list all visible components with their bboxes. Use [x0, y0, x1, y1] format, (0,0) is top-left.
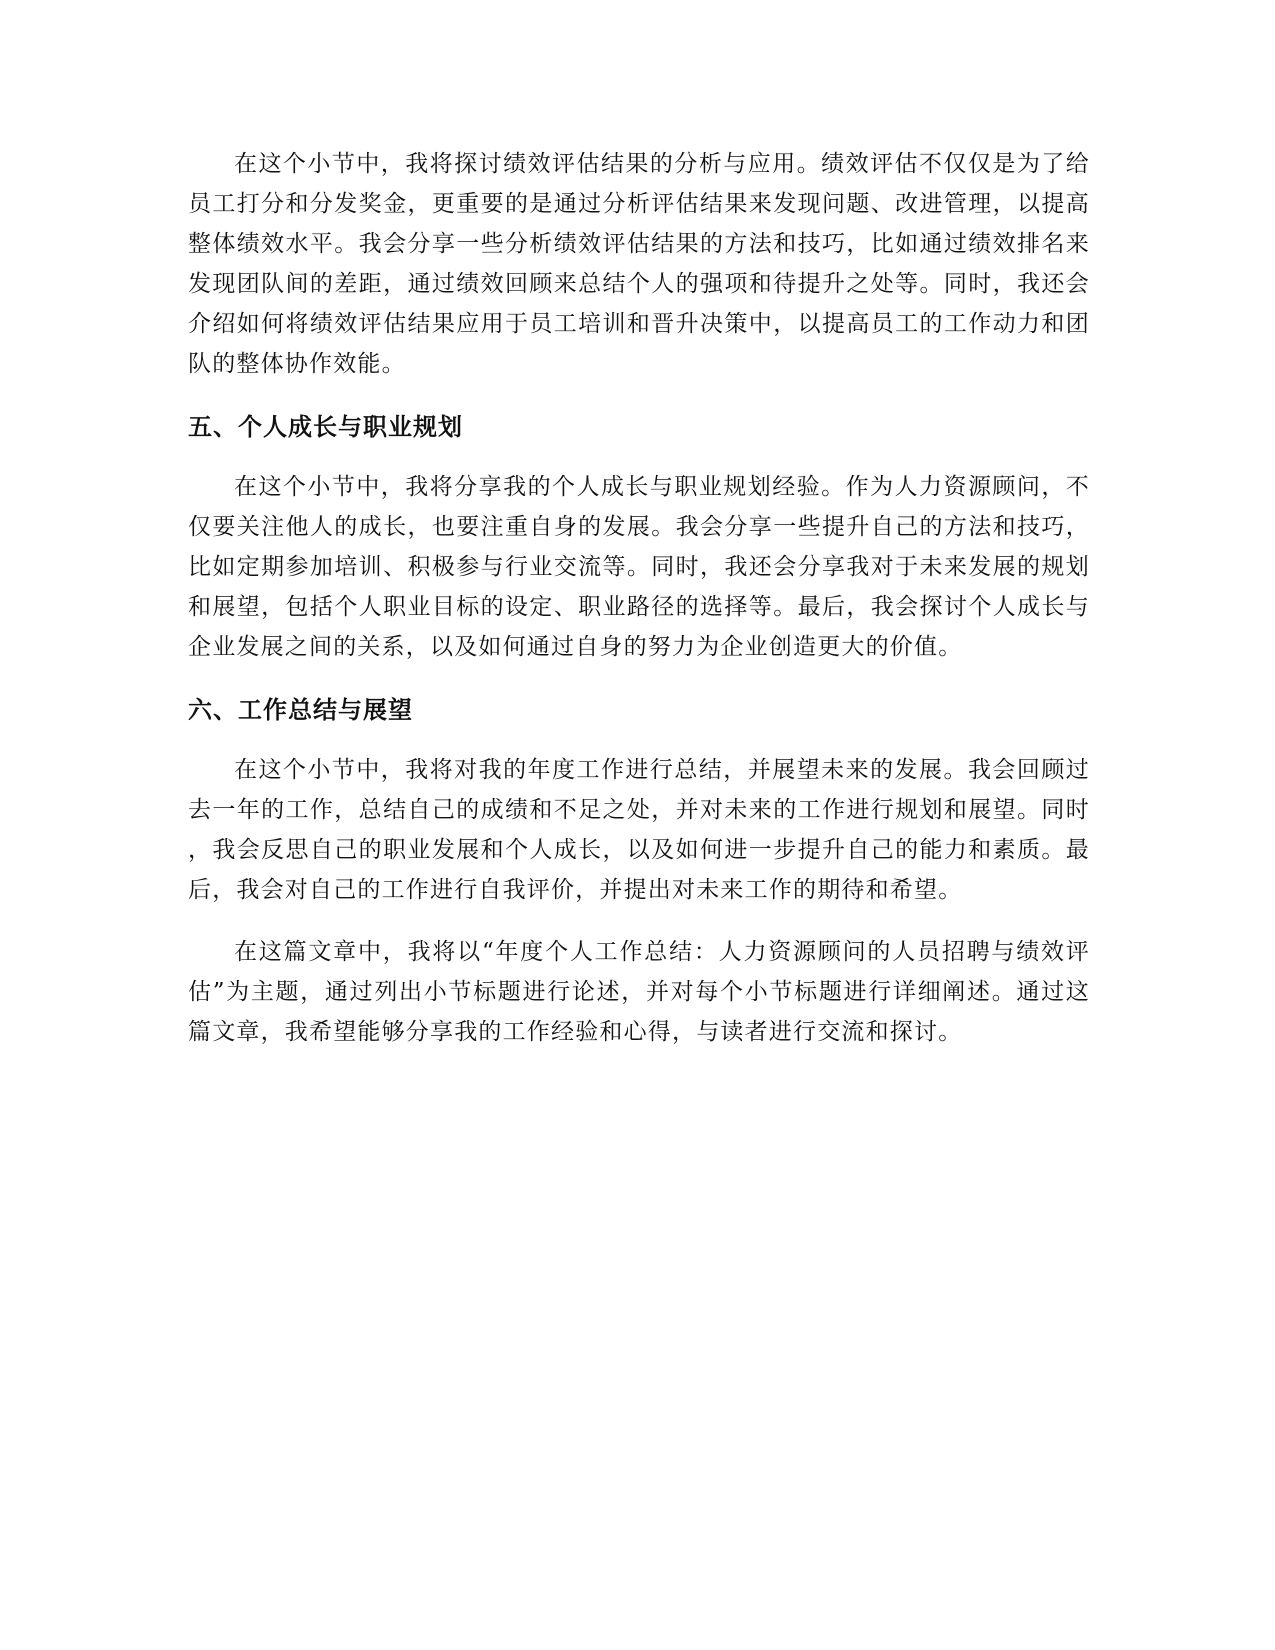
- body-paragraph: 在这个小节中，我将分享我的个人成长与职业规划经验。作为人力资源顾问，不仅要关注他人的成长，也要注重自身的发展。我会分享一些提升自己的方法和技巧，比如定期参加培训、积极参与行业交流等。同时，我还会分享我对于未来发展的规划和展望，包括个人职业目标的设定、职业路径的选择等。最后，我会探讨个人成长与企业发展之间的关系，以及如何通过自身的努力为企业创造更大的价值。: [188, 474, 1090, 660]
- section-heading-work-summary: 六、工作总结与展望: [188, 696, 413, 724]
- body-paragraph: 在这个小节中，我将对我的年度工作进行总结，并展望未来的发展。我会回顾过去一年的工作，总结自己的成绩和不足之处，并对未来的工作进行规划和展望。同时，我会反思自己的职业发展和个人成长，以及如何进一步提升自己的能力和素质。最后，我会对自己的工作进行自我评价，并提出对未来工作的期待和希望。: [188, 757, 1090, 903]
- document-body: [188, 144, 1090, 1052]
- section-heading-personal-growth: 五、个人成长与职业规划: [188, 413, 463, 441]
- body-paragraph: 在这个小节中，我将探讨绩效评估结果的分析与应用。绩效评估不仅仅是为了给员工打分和分发奖金，更重要的是通过分析评估结果来发现问题、改进管理，以提高整体绩效水平。我会分享一些分析绩效评估结果的方法和技巧，比如通过绩效排名来发现团队间的差距，通过绩效回顾来总结个人的强项和待提升之处等。同时，我还会介绍如何将绩效评估结果应用于员工培训和晋升决策中，以提高员工的工作动力和团队的整体协作效能。: [188, 151, 1090, 377]
- body-paragraph: 在这篇文章中，我将以“年度个人工作总结：人力资源顾问的人员招聘与绩效评估”为主题，通过列出小节标题进行论述，并对每个小节标题进行详细阐述。通过这篇文章，我希望能够分享我的工作经验和心得，与读者进行交流和探讨。: [188, 939, 1090, 1045]
